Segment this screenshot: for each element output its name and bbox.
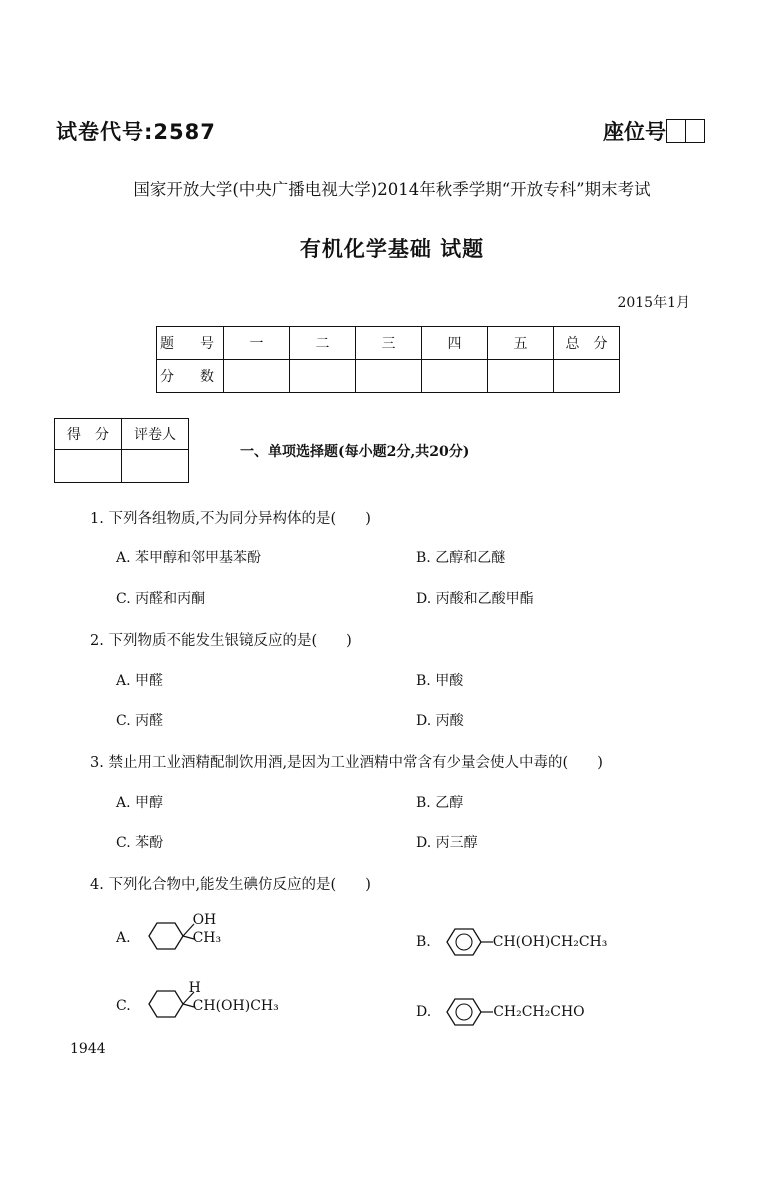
substituent-side: CH₃ — [192, 930, 222, 946]
subject-title: 有机化学基础 试题 — [299, 237, 485, 261]
score-cell: 二 — [290, 327, 356, 360]
score-cell: 总 分 — [554, 327, 620, 360]
option-letter: C. — [116, 998, 131, 1014]
benzene-ring-icon — [443, 995, 493, 1029]
score-table — [156, 326, 620, 393]
seat-number — [603, 116, 705, 146]
substituent-side: CH(OH)CH₃ — [192, 998, 279, 1014]
seat-label: 座位号 — [603, 120, 666, 144]
option: D. 丙酸 — [416, 713, 464, 729]
grader-score-cell — [55, 450, 122, 483]
option: C. 苯酚 — [116, 835, 164, 851]
option-b-structure — [416, 925, 607, 959]
score-cell: 四 — [422, 327, 488, 360]
substituent-side: CH₂CH₂CHO — [493, 1004, 585, 1020]
option: A. 甲醇 — [116, 795, 164, 811]
cyclohexane-ring-icon — [139, 980, 195, 1020]
question-stem: 2. 下列物质不能发生银镜反应的是( ) — [90, 633, 352, 649]
score-cell: 三 — [356, 327, 422, 360]
paper-code: 试卷代号:2587 — [56, 120, 216, 144]
score-cell: 分 数 — [157, 360, 224, 393]
question-stem: 1. 下列各组物质,不为同分异构体的是( ) — [90, 511, 371, 527]
seat-box — [666, 119, 686, 143]
substituent-side: CH(OH)CH₂CH₃ — [492, 934, 608, 950]
score-table-header-row — [157, 327, 620, 360]
seat-box — [686, 119, 705, 143]
option-letter: B. — [416, 934, 431, 950]
exam-title: 国家开放大学(中央广播电视大学)2014年秋季学期“开放专科”期末考试 — [133, 180, 651, 199]
grader-table — [54, 418, 189, 483]
score-input-cell — [488, 360, 554, 393]
benzene-ring-icon — [443, 925, 493, 959]
option: A. 苯甲醇和邻甲基苯酚 — [116, 550, 262, 566]
exam-date: 2015年1月 — [617, 295, 690, 311]
option-c-structure — [116, 980, 305, 1020]
score-cell: 五 — [488, 327, 554, 360]
score-input-cell — [290, 360, 356, 393]
option: C. 丙醛和丙酮 — [116, 591, 206, 607]
option: C. 丙醛 — [116, 713, 164, 729]
option: B. 乙醇 — [416, 795, 464, 811]
score-input-cell — [356, 360, 422, 393]
option-letter: A. — [116, 930, 131, 946]
section-title: 一、单项选择题(每小题2分,共20分) — [240, 444, 470, 460]
option-a-structure — [116, 912, 235, 952]
question-stem: 4. 下列化合物中,能发生碘仿反应的是( ) — [90, 877, 371, 893]
grader-name-label: 评卷人 — [122, 419, 189, 450]
option-letter: D. — [416, 1004, 432, 1020]
grader-name-cell — [122, 450, 189, 483]
score-input-cell — [224, 360, 290, 393]
option: D. 丙三醇 — [416, 835, 478, 851]
score-table-score-row — [157, 360, 620, 393]
option: A. 甲醛 — [116, 673, 164, 689]
score-cell: 一 — [224, 327, 290, 360]
page-number: 1944 — [70, 1041, 106, 1057]
cyclohexane-ring-icon — [139, 912, 195, 952]
option: B. 甲酸 — [416, 673, 464, 689]
substituent-top: OH — [192, 912, 217, 928]
option-d-structure — [416, 995, 585, 1029]
score-cell: 题 号 — [157, 327, 224, 360]
grader-score-label: 得 分 — [55, 419, 122, 450]
option: D. 丙酸和乙酸甲酯 — [416, 591, 534, 607]
score-input-cell — [554, 360, 620, 393]
question-stem: 3. 禁止用工业酒精配制饮用酒,是因为工业酒精中常含有少量会使人中毒的( ) — [90, 755, 603, 771]
substituent-top: H — [188, 980, 201, 996]
score-input-cell — [422, 360, 488, 393]
option: B. 乙醇和乙醚 — [416, 550, 506, 566]
